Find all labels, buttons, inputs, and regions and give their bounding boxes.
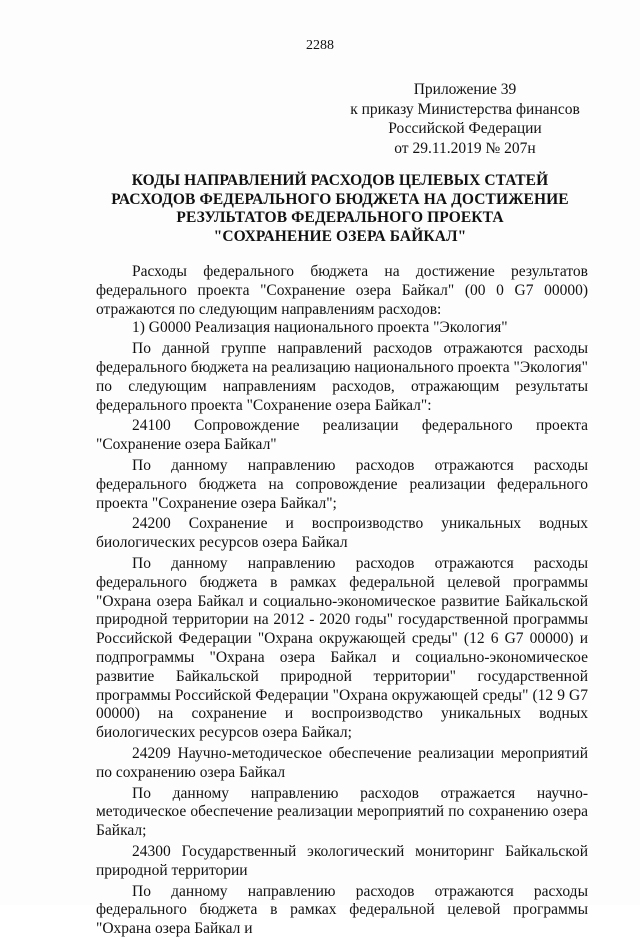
paragraph-code-24209-description: По данному направлению расходов отражается научно-методическое обеспечение реализации мероприятий по сохранению озера Байкал; <box>96 784 588 840</box>
appendix-line: Приложение 39 <box>413 81 517 98</box>
appendix-header <box>330 80 600 158</box>
title-line: РЕЗУЛЬТАТОВ ФЕДЕРАЛЬНОГО ПРОЕКТА <box>176 209 504 226</box>
document-body <box>96 263 588 939</box>
title-line: КОДЫ НАПРАВЛЕНИЙ РАСХОДОВ ЦЕЛЕВЫХ СТАТЕЙ <box>131 172 549 189</box>
paragraph-code-24209: 24209 Научно-методическое обеспечение реализации мероприятий по сохранению озера Байкал <box>96 744 588 781</box>
paragraph-group-g0000-description: По данной группе направлений расходов отражаются расходы федерального бюджета на реализацию национального проекта "Экология" по следующим направлениям расходов, отражающим результаты федерального проекта "Сохранение озера Байкал": <box>96 340 588 414</box>
paragraph-code-24100-description: По данному направлению расходов отражаются расходы федерального бюджета на сопровождение реализации федерального проекта "Сохранение озера Байкал"; <box>96 456 588 512</box>
paragraph-intro: Расходы федерального бюджета на достижение результатов федерального проекта "Сохранение озера Байкал" (00 0 G7 00000) отражаются по следующим направлениям расходов: <box>96 263 588 318</box>
paragraph-code-24200: 24200 Сохранение и воспроизводство уникальных водных биологических ресурсов озера Байкал <box>96 515 588 552</box>
title-line: "СОХРАНЕНИЕ ОЗЕРА БАЙКАЛ" <box>213 227 467 245</box>
document-title <box>60 172 620 246</box>
page-number: 2288 <box>306 38 334 53</box>
appendix-line: от 29.11.2019 № 207н <box>394 139 536 157</box>
paragraph-code-24200-description: По данному направлению расходов отражаются расходы федерального бюджета в рамках федеральной целевой программы "Охрана озера Байкал и социально-экономическое развитие Байкальской природной территории на 2012 - 2020 годы" государственной программы Российской Федерации "Охрана окружающей среды" (12 6 G7 00000) и подпрограммы "Охрана озера Байкал и социально-экономическое развитие Байкальской природной территории" государственной программы Российской Федерации "Охрана окружающей среды" (12 9 G7 00000) на сохранение и воспроизводство уникальных водных биологических ресурсов озера Байкал; <box>96 554 588 742</box>
appendix-line: к приказу Министерства финансов <box>350 100 580 118</box>
appendix-line: Российской Федерации <box>388 120 542 137</box>
paragraph-code-24300-description: По данному направлению расходов отражаются расходы федерального бюджета в рамках федеральной целевой программы "Охрана озера Байкал и <box>96 882 588 938</box>
title-line: РАСХОДОВ ФЕДЕРАЛЬНОГО БЮДЖЕТА НА ДОСТИЖЕНИЕ <box>111 190 569 208</box>
paragraph-code-24300: 24300 Государственный экологический мониторинг Байкальской природной территории <box>96 842 588 879</box>
paragraph-group-g0000: 1) G0000 Реализация национального проекта "Экология" <box>132 319 508 337</box>
paragraph-code-24100: 24100 Сопровождение реализации федерального проекта "Сохранение озера Байкал" <box>96 417 588 454</box>
